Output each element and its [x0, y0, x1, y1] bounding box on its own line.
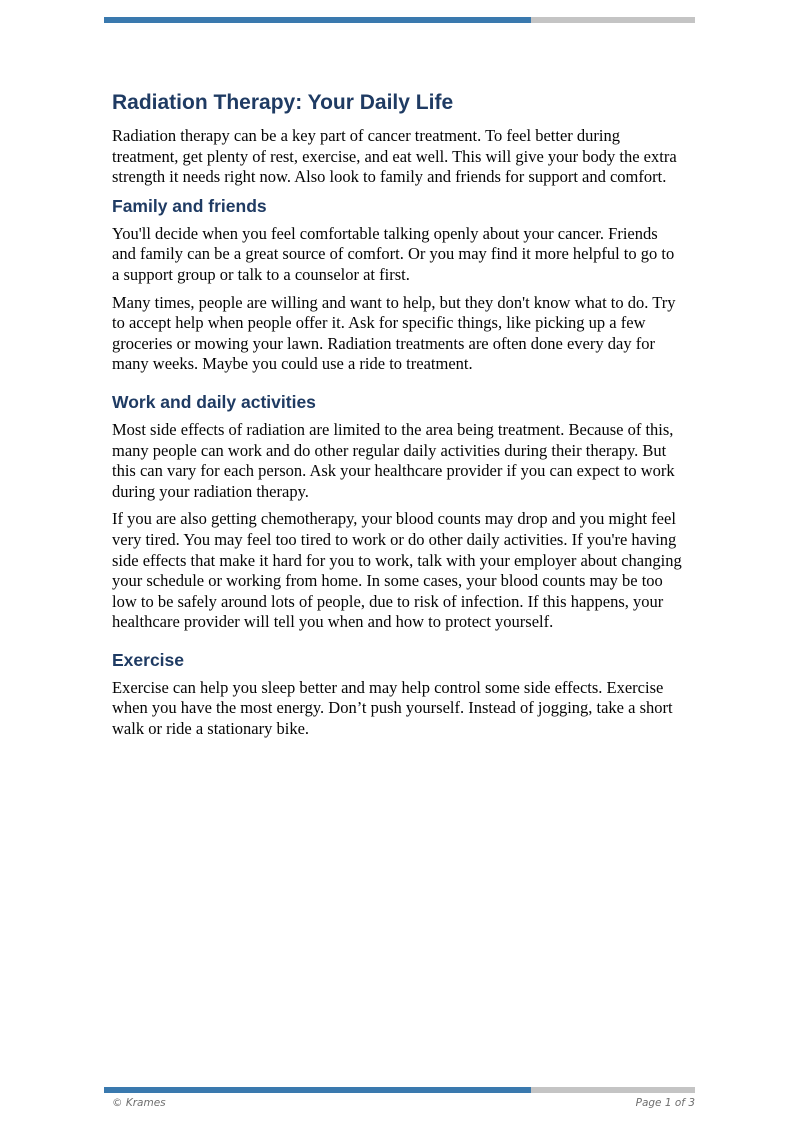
section-heading-exercise: Exercise [112, 649, 185, 670]
intro-paragraph: Radiation therapy can be a key part of cancer treatment. To feel better during treatment, get plenty of rest, exercise, and eat well. This will give your body the extra strength it needs right now. Also look to family and friends for support and comfort. [112, 126, 677, 187]
footer-accent-bar [104, 1087, 695, 1093]
paragraph: Exercise can help you sleep better and may help control some side effects. Exercise when you have the most energy. Don’t push yourself. Instead of jogging, take a short walk or ride a stationary bike. [112, 677, 673, 739]
footer-accent-bar-gray-segment [531, 1087, 695, 1093]
paragraph: If you are also getting chemotherapy, your blood counts may drop and you might feel very tired. You may feel too tired to work or do other daily activities. If you're having side effects that make it hard for you to work, talk with your employer about changing your schedule or working from home. In some cases, your blood counts may be too low to be safely around lots of people, due to risk of infection. If this happens, your healthcare provider will tell you when and how to protect yourself. [112, 509, 682, 632]
footer-accent-bar-blue-segment [104, 1087, 531, 1093]
page-number-indicator: Page 1 of 3 [635, 1097, 695, 1109]
document-body [112, 90, 684, 747]
paragraph: Many times, people are willing and want to help, but they don't know what to do. Try to accept help when people offer it. Ask for specific things, like picking up a few groceries or mowing your lawn. Radiation treatments are often done every day for many weeks. Maybe you could use a ride to treatment. [112, 292, 676, 374]
section-heading-work-and-daily-activities: Work and daily activities [112, 391, 316, 412]
top-accent-bar [104, 17, 695, 23]
page-footer [104, 1097, 695, 1109]
top-accent-bar-blue-segment [104, 17, 531, 23]
paragraph: Most side effects of radiation are limited to the area being treatment. Because of this, many people can work and do other regular daily activities during their therapy. But this can vary for each person. Ask your healthcare provider if you can expect to work during your radiation therapy. [112, 419, 675, 501]
copyright-text: © Krames [112, 1097, 166, 1109]
page-title: Radiation Therapy: Your Daily Life [112, 91, 454, 114]
section-heading-family-and-friends: Family and friends [112, 195, 267, 216]
top-accent-bar-gray-segment [531, 17, 695, 23]
paragraph: You'll decide when you feel comfortable talking openly about your cancer. Friends and family can be a great source of comfort. Or you may find it more helpful to go to a support group or talk to a counselor at first. [112, 223, 675, 284]
